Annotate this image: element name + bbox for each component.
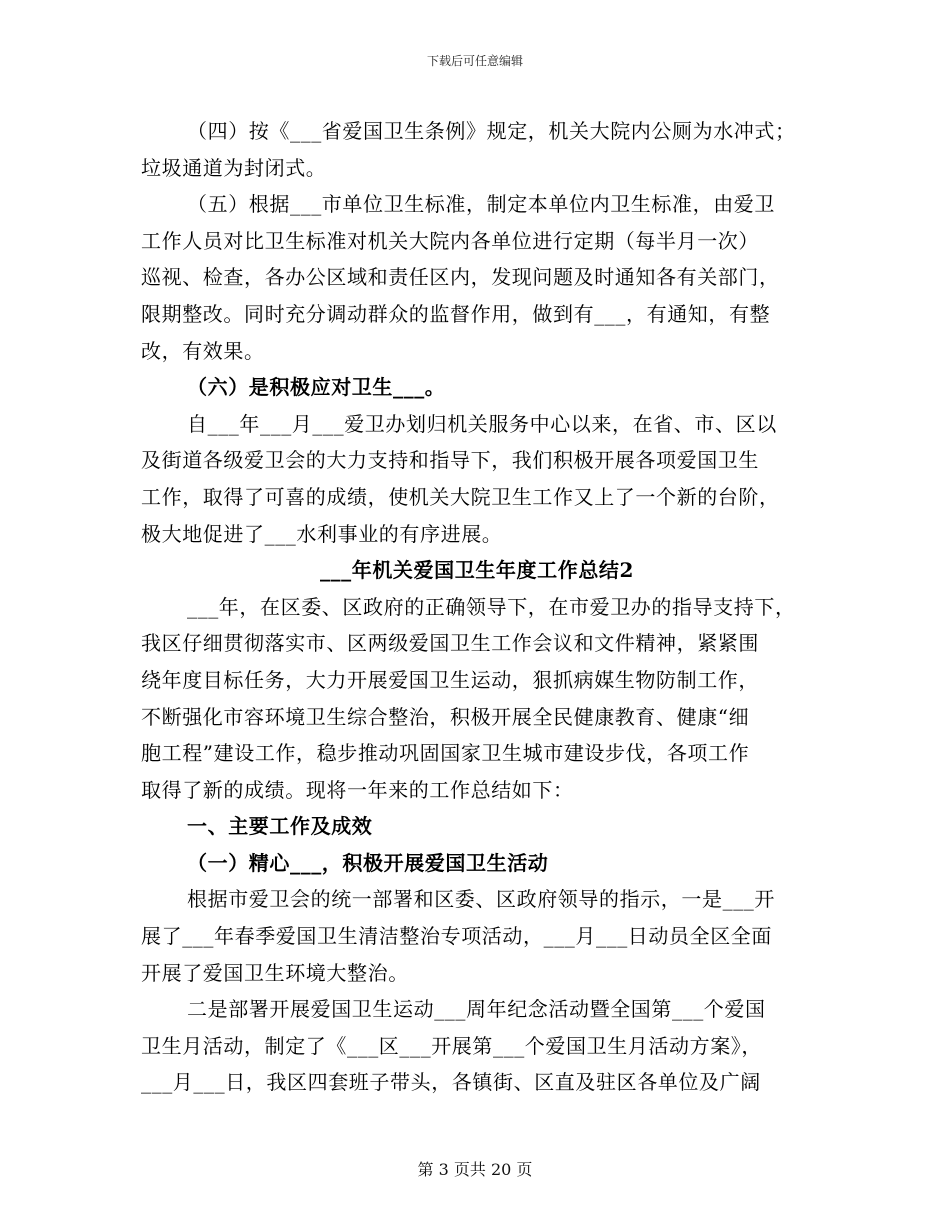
section-heading: （六）是积极应对卫生___。: [187, 375, 446, 400]
paragraph-line: 不断强化市容环境卫生综合整治，积极开展全民健康教育、健康“细: [141, 704, 750, 729]
paragraph-line: 展了___年春季爱国卫生清洁整治专项活动，___月___日动员全区全面: [141, 924, 772, 949]
paragraph-line: 根据市爱卫会的统一部署和区委、区政府领导的指示，一是___开: [187, 887, 775, 912]
paragraph-line: 极大地促进了___水利事业的有序进展。: [141, 521, 503, 546]
paragraph-line: 卫生月活动，制定了《___区___开展第___个爱国卫生月活动方案》，: [141, 1033, 762, 1058]
paragraph-line: 巡视、检查，各办公区域和责任区内，发现问题及时通知各有关部门，: [141, 265, 780, 290]
paragraph-line: 胞工程”建设工作，稳步推动巩固国家卫生城市建设步伐，各项工作: [141, 741, 750, 766]
paragraph-line: 改，有效果。: [141, 338, 265, 363]
paragraph-line: ___月___日，我区四套班子带头，各镇街、区直及驻区各单位及广阔: [141, 1070, 761, 1095]
paragraph-line: ___年，在区委、区政府的正确领导下，在市爱卫办的指导支持下，: [187, 594, 796, 619]
subsection-heading: （一）精心___，积极开展爱国卫生活动: [187, 850, 549, 875]
paragraph-line: 二是部署开展爱国卫生运动___周年纪念活动暨全国第___个爱国: [187, 997, 766, 1022]
document-body: [141, 113, 813, 1101]
paragraph-line: 限期整改。同时充分调动群众的监督作用，做到有___，有通知，有整: [141, 301, 771, 326]
paragraph-line: 我区仔细贯彻落实市、区两级爱国卫生工作会议和文件精神，紧紧围: [141, 631, 759, 656]
paragraph-line: 自___年___月___爱卫办划归机关服务中心以来，在省、市、区以: [187, 411, 777, 436]
paragraph-line: 及街道各级爱卫会的大力支持和指导下，我们积极开展各项爱国卫生: [141, 448, 759, 473]
paragraph-line: 开展了爱国卫生环境大整治。: [141, 960, 409, 985]
page-header: 下载后可任意编辑: [426, 54, 523, 68]
paragraph-line: 取得了新的成绩。现将一年来的工作总结如下：: [141, 777, 574, 802]
paragraph-line: 工作人员对比卫生标准对机关大院内各单位进行定期（每半月一次）: [141, 228, 759, 253]
paragraph-line: （四）按《___省爱国卫生条例》规定，机关大院内公厕为水冲式；: [187, 119, 796, 143]
paragraph-line: 垃圾通道为封闭式。: [141, 155, 327, 180]
paragraph-line: 工作，取得了可喜的成绩，使机关大院卫生工作又上了一个新的台阶，: [141, 484, 780, 509]
paragraph-line: 绕年度目标任务，大力开展爱国卫生运动，狠抓病媒生物防制工作，: [141, 667, 759, 692]
page-footer: 第 3 页共 20 页: [417, 1160, 533, 1179]
section-heading: 一、主要工作及成效: [187, 814, 373, 839]
document-title: ___年机关爱国卫生年度工作总结2: [319, 558, 635, 583]
paragraph-line: （五）根据___市单位卫生标准，制定本单位内卫生标准，由爱卫: [187, 192, 775, 217]
